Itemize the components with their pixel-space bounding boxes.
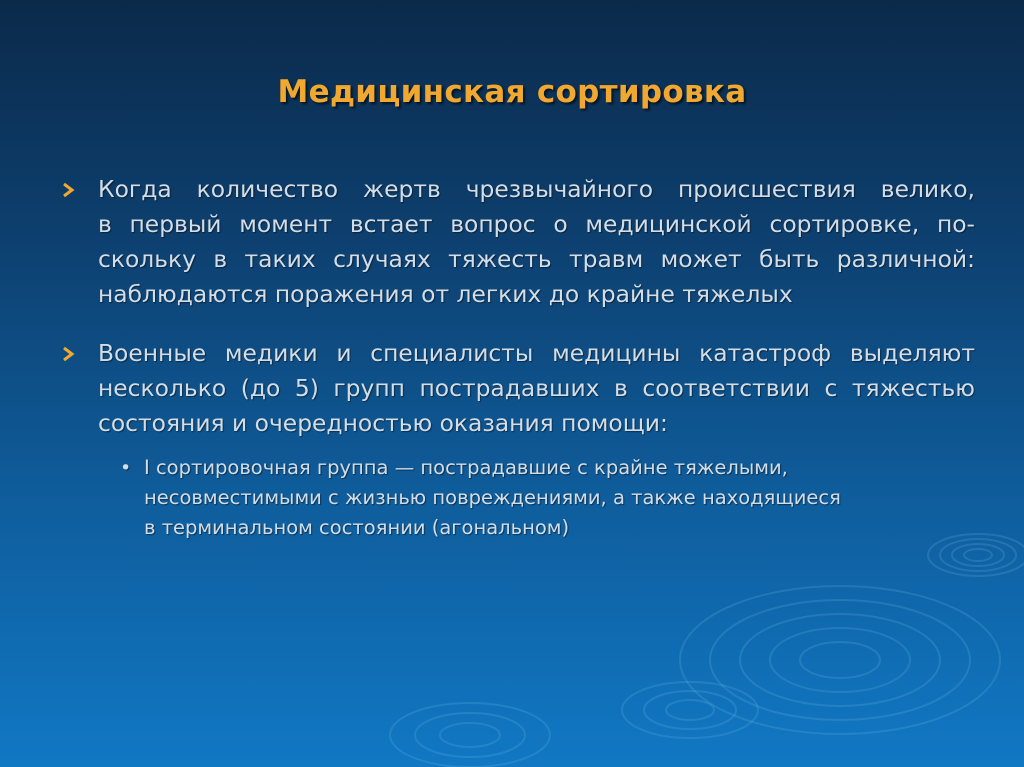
sub-bullet-line: I сортировочная группа — пострадавшие с крайне тяжелыми, xyxy=(144,456,788,479)
sub-bullet-item-1 xyxy=(120,453,975,543)
arrow-chevron-icon xyxy=(60,345,80,363)
bullet-line: Военные медики и специалисты медицины катастроф выделяют xyxy=(98,339,975,367)
bullet-line: состояния и очередностью оказания помощи: xyxy=(98,409,668,437)
bullet-line: наблюдаются поражения от легких до крайне тяжелых xyxy=(98,280,793,308)
bullet-line: Когда количество жертв чрезвычайного происшествия велико, xyxy=(98,175,975,203)
sub-bullet-line: несовместимыми с жизнью повреждениями, а также находящиеся xyxy=(144,486,841,509)
bullet-line: в первый момент встает вопрос о медицинской сортировке, по- xyxy=(98,210,975,238)
slide-content xyxy=(60,172,975,543)
bullet-line: несколько (до 5) групп пострадавших в соответствии с тяжестью xyxy=(98,374,975,402)
bullet-item-2 xyxy=(60,336,975,441)
arrow-chevron-icon xyxy=(60,181,80,199)
bullet-item-1 xyxy=(60,172,975,312)
sub-bullet-line: в терминальном состоянии (агональном) xyxy=(144,516,570,539)
bullet-line: скольку в таких случаях тяжесть травм может быть различной: xyxy=(98,245,975,273)
dot-bullet-icon: • xyxy=(120,457,132,479)
slide-title: Медицинская сортировка xyxy=(277,74,747,110)
